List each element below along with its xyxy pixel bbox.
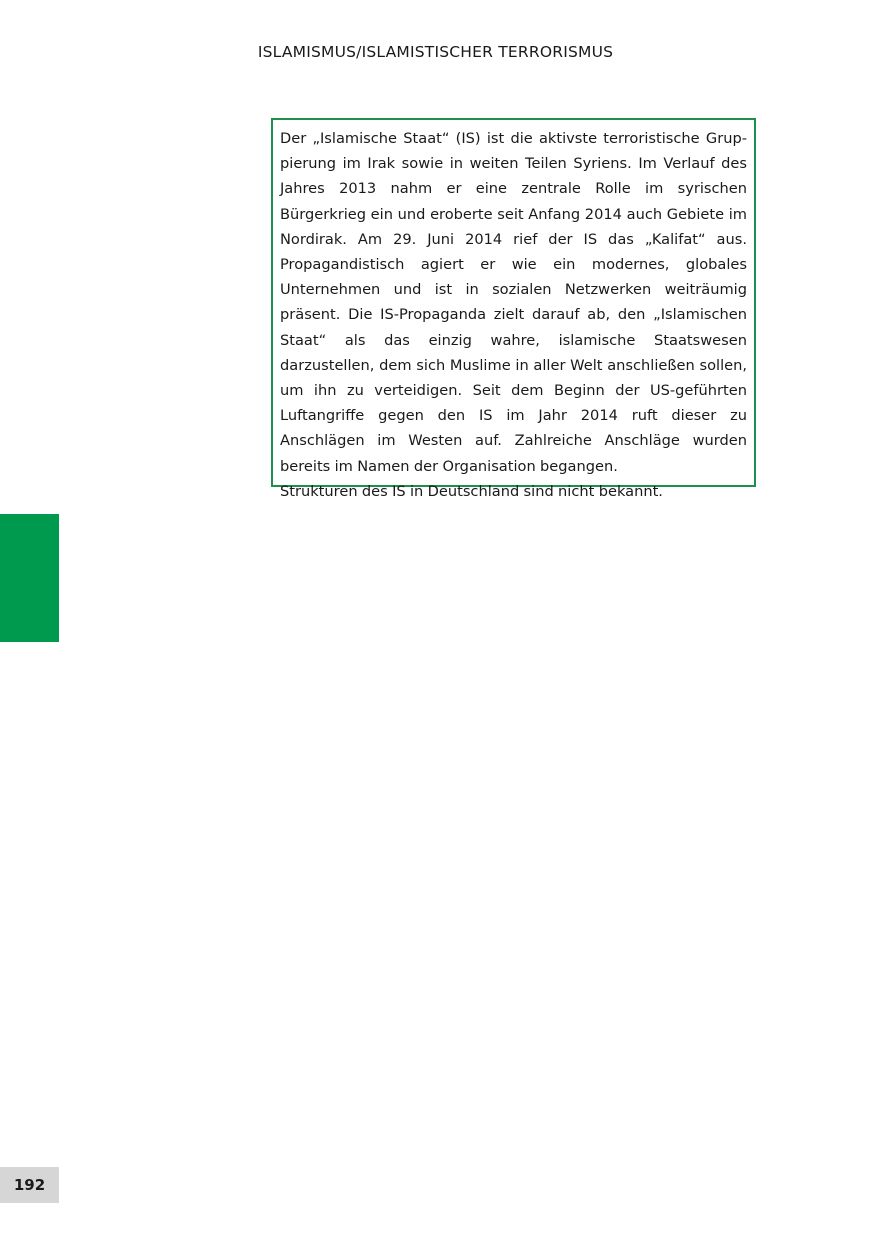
running-header: ISLAMISMUS/ISLAMISTISCHER TERRORISMUS xyxy=(257,43,614,61)
info-box-paragraph: Der „Islamische Staat“ (IS) ist die aktivste terroristische Gruppierung im Irak sowie in weiten Teilen Syriens. Im Verlauf des Jahres 2013 nahm er eine zentrale Rolle im syrischen Bürgerkrieg ein und eroberte seit Anfang 2014 auch Gebiete im Nordirak. Am 29. Juni 2014 rief der IS das „Kalifat“ aus. Propagandistisch agiert er wie ein modernes, globales Unternehmen und ist in sozialen Netzwerken weiträumig präsent. Die IS-Propaganda zielt darauf ab, den „Islamischen Staat“ als das einzig wahre, islamische Staatswesen darzustellen, dem sich Muslime in aller Welt anschließen sollen, um ihn zu verteidigen. Seit dem Beginn der US-geführten Luftangriffe gegen den IS im Jahr 2014 ruft dieser zu Anschlägen im Westen auf. Zahlreiche Anschläge wurden bereits im Namen der Organisation begangen. xyxy=(280,130,747,475)
info-box-paragraph: Strukturen des IS in Deutschland sind nicht bekannt. xyxy=(280,482,663,500)
info-box xyxy=(271,118,756,500)
chapter-color-tab xyxy=(0,514,59,642)
page-number: 192 xyxy=(0,1167,59,1203)
